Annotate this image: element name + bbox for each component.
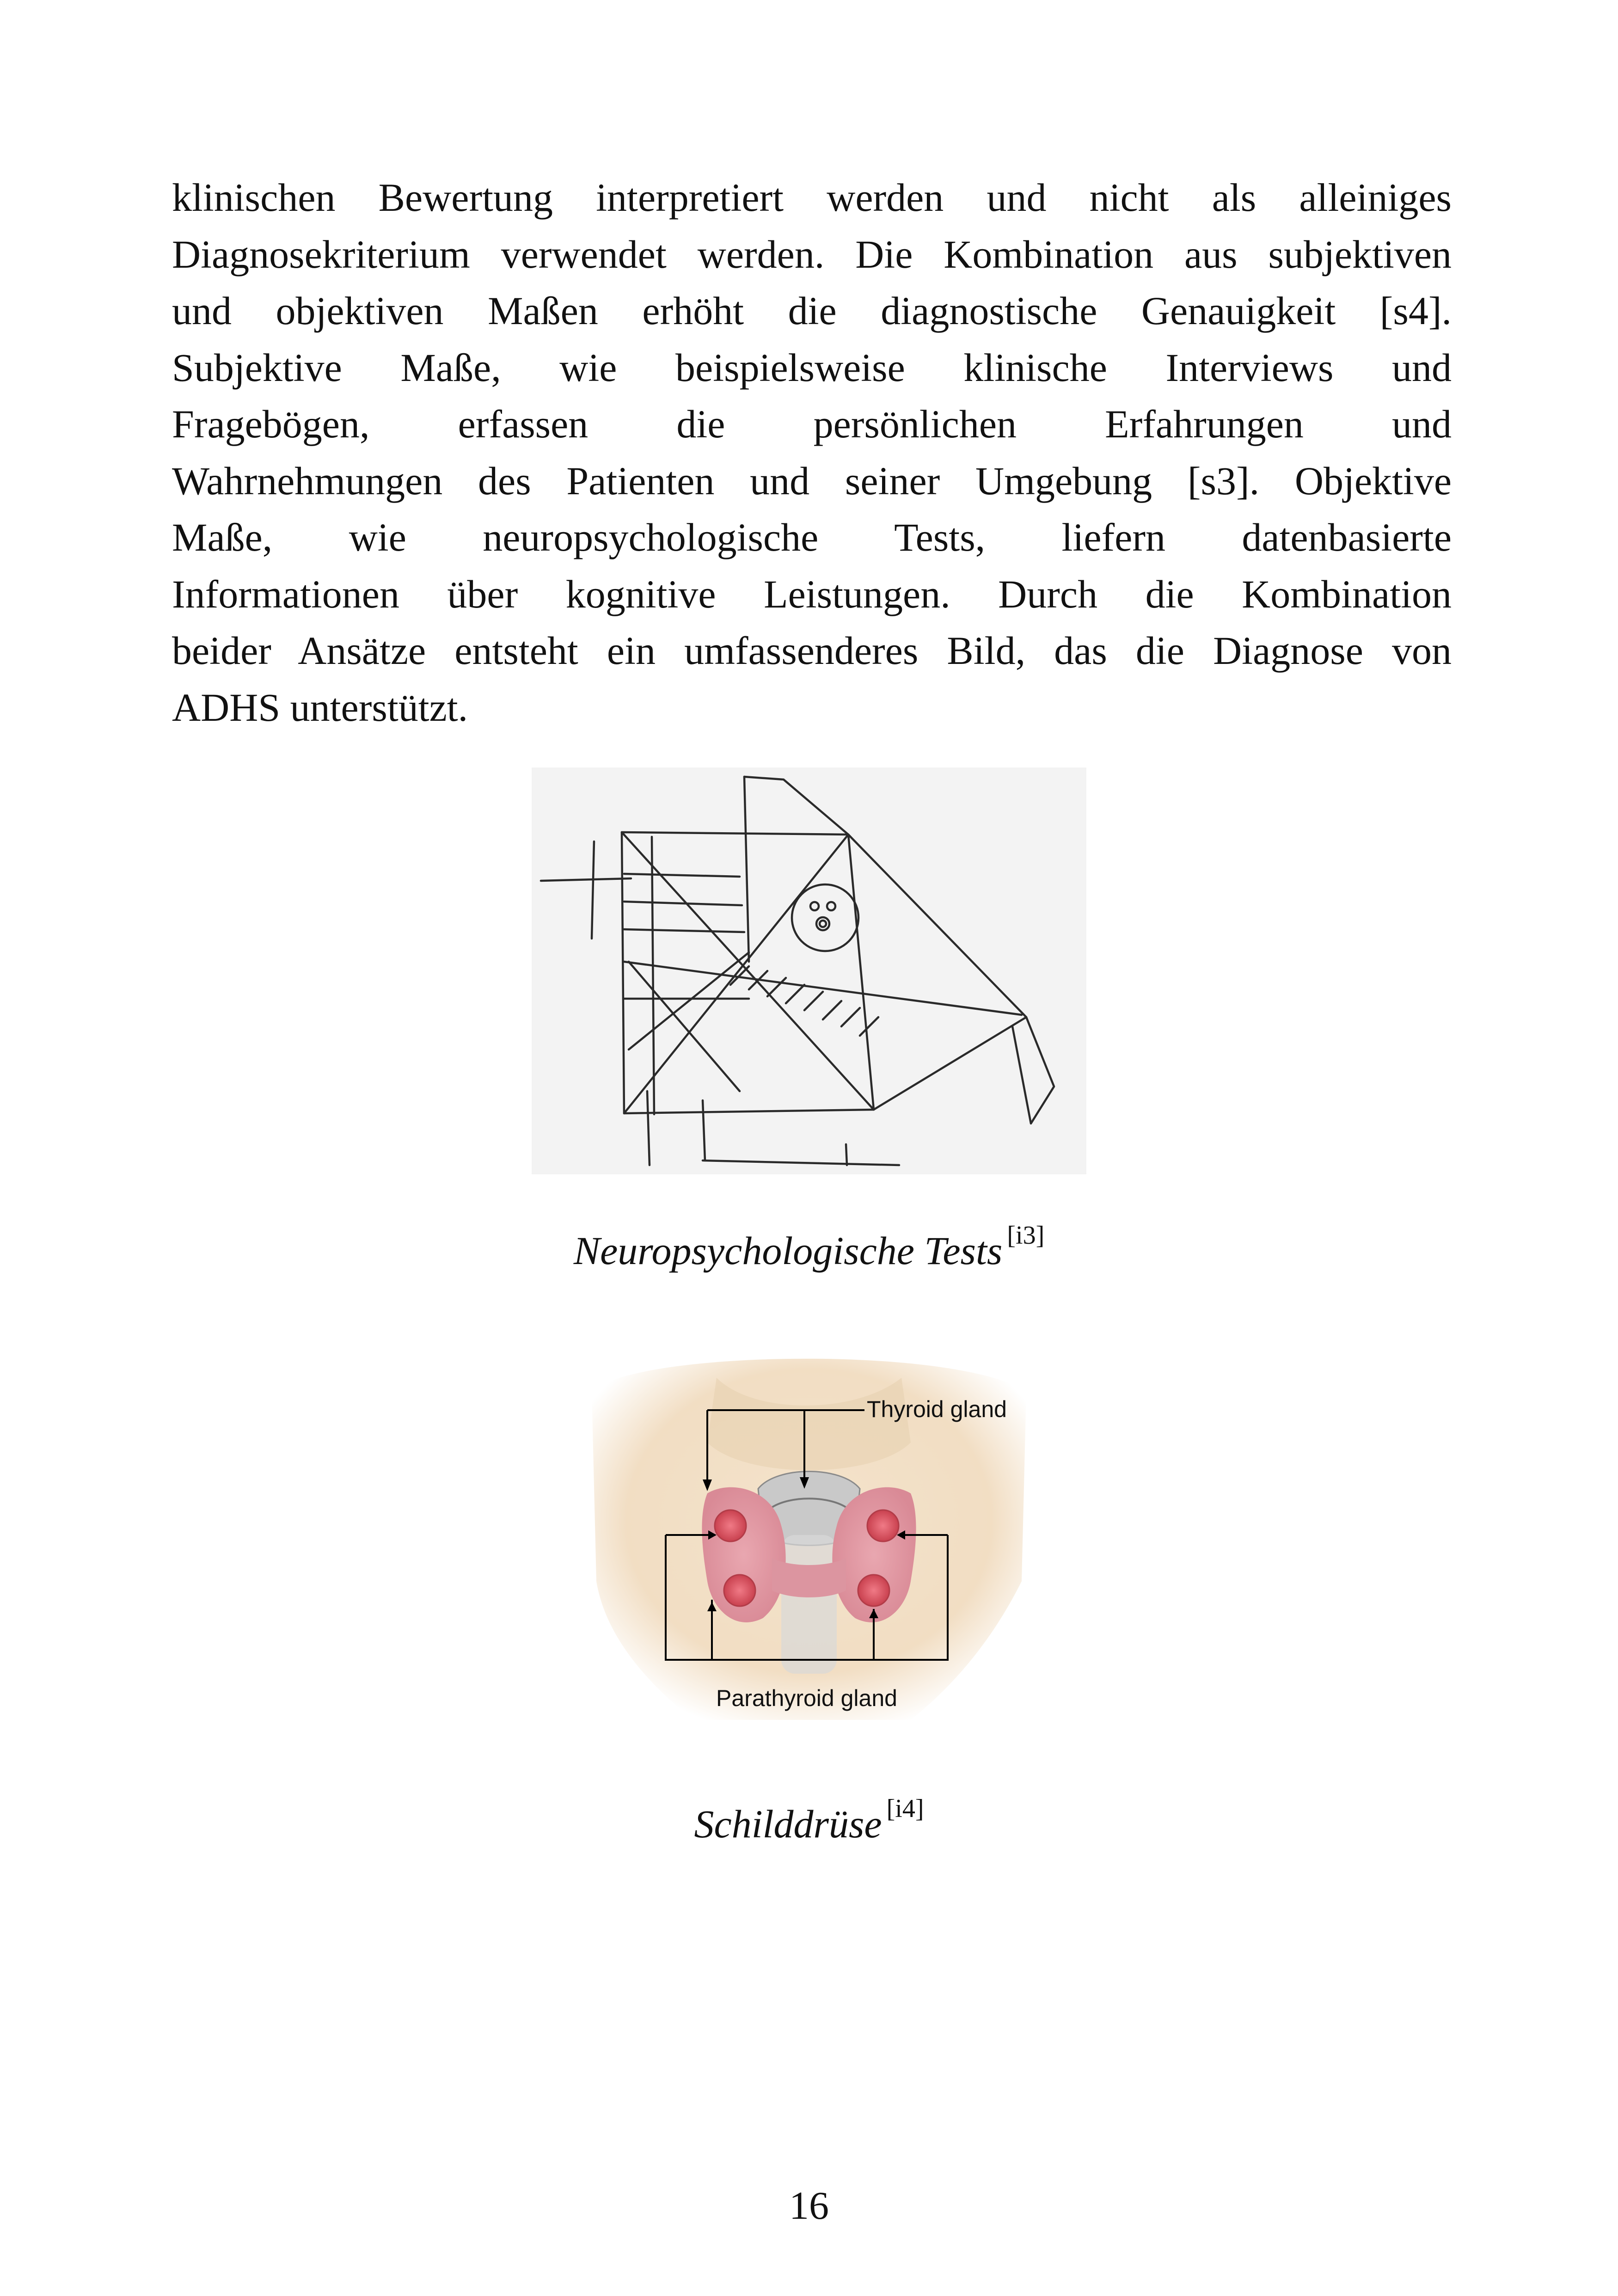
caption-reference: [i3] <box>1007 1221 1045 1250</box>
label-thyroid-gland: Thyroid gland <box>867 1396 1007 1422</box>
caption-text: Schilddrüse <box>694 1802 882 1846</box>
body-paragraph <box>172 169 1452 736</box>
page-number: 16 <box>789 2183 829 2228</box>
figure-caption-1 <box>0 1221 1618 1274</box>
rey-figure-drawing <box>532 767 1086 1174</box>
text-line: und objektiven Maßen erhöht die diagnostische Genauigkeit [s4]. <box>172 289 1452 333</box>
text-line: Fragebögen, erfassen die persönlichen Erfahrungen und <box>172 402 1452 446</box>
caption-reference: [i4] <box>886 1794 924 1823</box>
text-line: Wahrnehmungen des Patienten und seiner Umgebung [s3]. Objektive <box>172 458 1452 503</box>
label-parathyroid-gland: Parathyroid gland <box>716 1685 897 1711</box>
text-line: klinischen Bewertung interpretiert werden und nicht als alleiniges <box>172 175 1452 220</box>
text-line: ADHS unterstützt. <box>172 685 468 730</box>
text-line: Diagnosekriterium verwendet werden. Die Kombination aus subjektiven <box>172 232 1452 276</box>
caption-text: Neuropsychologische Tests <box>573 1228 1003 1273</box>
text-line: beider Ansätze entsteht ein umfassenderes Bild, das die Diagnose von <box>172 628 1452 673</box>
text-line: Informationen über kognitive Leistungen. Durch die Kombination <box>172 571 1452 616</box>
thyroid-figure <box>578 1341 1040 1748</box>
thyroid-illustration <box>578 1341 1040 1748</box>
text-line: Subjektive Maße, wie beispielsweise klinische Interviews und <box>172 345 1452 390</box>
neuropsych-test-figure <box>532 767 1086 1174</box>
figure-caption-2 <box>0 1794 1618 1847</box>
text-line: Maße, wie neuropsychologische Tests, liefern datenbasierte <box>172 515 1452 559</box>
